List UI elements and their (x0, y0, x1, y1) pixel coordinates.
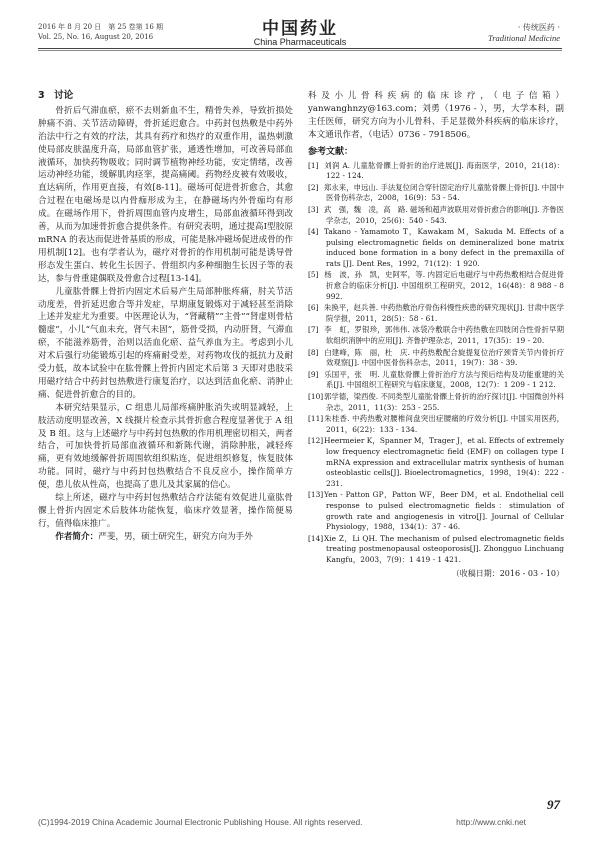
reference-number: [11] (308, 414, 324, 424)
reference-text: 白建峰，陈 丽，杜 庆. 中药热敷配合旋提复位治疗颈背关节内骨折疗效观察[J]. 中国中医骨伤科杂志，2011，19(7)：38 - 39. (324, 347, 564, 368)
discussion-paragraph: 本研究结果显示，C 组患儿局部疼痛肿胀消失或明显减轻，上肢活动度明显改善，X 线摄片检查示其骨折愈合程度显著优于 A 组及 B 组。这与上述磁疗与中药封包热敷的作用机理密切相关，两者结合，可加快骨折局部血液循环和新陈代谢，消除肿胀，减轻疼痛，更有效地缓解骨折周围软组织粘连，促进组织修复，恢复肢体功能。同时，磁疗与中药封包热敷结合不良反应小，操作简单方便，患儿依从性高，也提高了患儿及其家属的信心。 (38, 402, 293, 491)
reference-number: [1] (308, 160, 319, 170)
reference-text: 郑永来，申远山. 手法复位闭合穿针固定治疗儿童肱骨髁上骨折[J]. 中国中医骨伤科杂志，2008，16(9)：53 - 54. (324, 182, 564, 203)
discussion-paragraph: 骨折后气滞血瘀，瘀不去则新血不生，精骨失养，导致折损处肿痛不消、关节活动障碍，骨折延迟愈合。中药封包热敷是中药外治法中行之有效的疗法，其具有药疗和热疗的双重作用，温热刺激使局部皮肤温度升高，局部血管扩张，通透性增加，可改善局部血液循环，加快药物吸收；同时调节植物神经功能，安定情绪，改善运动神经功能，缓解肌肉痉挛，提高痛阈。药物经皮被有效吸收，直达病所，作用更直接，有效[8-11]。磁场可促进骨折愈合，其愈合过程在电磁场是以内骨痂形成为主，在静磁场内外骨痂均有形成。在磁场作用下，骨折周围血管内皮增生，局部血液循环得到改善，从而为加速骨折愈合提供条件。有研究表明，通过提高Ⅰ型胶原 mRNA 的表达而促进骨基质的形成，可能是脉冲磁场促进成骨的作用机制[12]。也有学者认为，磁疗对骨折的作用机制可能是诱导骨形态发生蛋白、转化生长因子、骨组织内多种细胞生长因子等的表达，参与骨重建偶联及骨愈合过程[13-14]。 (38, 105, 293, 284)
section-label (488, 22, 560, 44)
reference-text: 乐国平，张 明. 儿童肱骨髁上骨折治疗方法与预后结构及功能重建的关系[J]. 中国组织工程研究与临床康复，2008，12(7)：1 209 - 1 212. (324, 369, 564, 390)
discussion-paragraph: 综上所述，磁疗与中药封包热敷结合疗法能有效促进儿童肱骨髁上骨折内固定术后肢体功能恢复，临床疗效显著，操作简便易行，值得临床推广。 (38, 493, 293, 529)
reference-number: [13] (308, 490, 324, 500)
left-column (38, 90, 293, 544)
reference-number: [9] (308, 369, 319, 379)
references-title: 参考文献： (308, 146, 354, 157)
reference-text: 杨 波，孙 凯，史阿军，等. 内固定后电磁疗与中药热敷相结合促进骨折愈合的临床分析[J]. 中国组织工程研究，2012，16(48)：8 988 - 8 992. (324, 270, 564, 301)
reference-number: [10] (308, 392, 324, 401)
section-label-cn: · 传统医药 · (517, 23, 560, 32)
reference-item (308, 205, 564, 226)
cnki-link[interactable]: http://www.cnki.net (456, 817, 526, 827)
reference-number: [6] (308, 303, 319, 313)
reference-item (308, 325, 564, 346)
reference-text: Takano - Yamamoto T，Kawakam M，Sakuda M. Effects of a pulsing electromagnetic fields on demineralized bone matrix induced bone formation in a bony defect in the premaxilla of rats [J]. Dent Res，1992，71(12)：1 920. (324, 227, 564, 268)
header-divider-thin (38, 50, 562, 51)
section-label-en: Traditional Medicine (487, 33, 560, 43)
reference-text: 李 虹，罗银珍，郭伟伟. 冰袋冷敷联合中药热敷在四肢闭合性骨折早期软组织消肿中的应用[J]. 齐鲁护理杂志，2011，17(35)：19 - 20. (324, 325, 564, 346)
journal-logo-cn: 中国药业 (262, 19, 338, 39)
reference-number: [4] (308, 227, 319, 237)
reference-item (308, 348, 564, 369)
reference-text: Yen - Patton GP，Patton WF，Beer DM，et al. Endothelial cell response to pulsed electromagnetic fields：stimulation of growth rate and angiogenesis in vitro[J]. Journal of Cellular Physiology，1988，134(1)：37 - 46. (324, 490, 564, 532)
reference-number: [8] (308, 347, 319, 357)
copyright-notice: (C)1994-2019 China Academic Journal Electronic Publishing House. All rights reserved. (38, 817, 363, 827)
received-date: （收稿日期：2016 - 03 - 10） (451, 568, 564, 578)
issue-info-cn: 2016 年 8 月 20 日 第 25 卷第 16 期 (38, 23, 164, 31)
right-column (308, 90, 564, 580)
reference-item (308, 303, 564, 324)
reference-text: 刘润 A. 儿童肱骨髁上骨折的治疗进展[J]. 海南医学，2010，21(18)：122 - 124. (324, 160, 564, 181)
journal-logo-en: China Pharmaceuticals (253, 37, 347, 47)
reference-item (308, 227, 564, 269)
reference-text: Xie Z，Li QH. The mechanism of pulsed electromagnetic fields treating postmenopausal osteoporosis[J]. Zhongguo Linchuang Kangfu，2003，7(9)：1 419 - 1 421. (324, 533, 564, 564)
reference-number: [5] (308, 270, 319, 280)
reference-number: [2] (308, 182, 319, 192)
issue-info-en: Vol. 25, No. 16, August 20, 2016 (38, 33, 154, 41)
author-note-continued: 科及小儿骨科疾病的临床诊疗，（电子信箱）yanwanghnzy@163.com；刘勇（1976 - ），男，大学本科，副主任医师，研究方向为小儿骨科、手足显微外科疾病的临床诊疗，本文通讯作者，（电话）0736 - 7918506。 (308, 91, 564, 140)
page-number: 97 (547, 797, 560, 812)
reference-item (308, 436, 564, 489)
reference-item (308, 270, 564, 302)
author-note (38, 531, 293, 544)
reference-text: Heermeier K，Spanner M，Trager J，et al. Effects of extremely low frequency electromagnetic field (EMF) on collagen type Ⅰ mRNA expression and extracellular matrix synthesis of human osteoblastic cells[J]. Bioelectromagnetics，1998，19(4)：222 - 231. (324, 436, 564, 488)
header-divider (38, 48, 562, 49)
reference-item (308, 161, 564, 182)
reference-text: 武 强，魏 凌，高 路. 磁场和超声波联用对骨折愈合的影响[J]. 齐鲁医学杂志，2010，25(6)：540 - 543. (324, 204, 564, 225)
reference-text: 郭学德，梁西俊. 不同类型儿童肱骨髁上骨折的治疗探讨[J]. 中国微创外科杂志，2011，11(3)：253 - 255. (324, 392, 564, 412)
reference-item (308, 414, 564, 435)
reference-item (308, 490, 564, 532)
reference-number: [3] (308, 204, 319, 214)
reference-text: 朱桂香. 中药热敷对腰椎间盘突出症腰痛的疗效分析[J]. 中国实用医药，2011，6(22)：133 - 134. (324, 414, 564, 434)
reference-number: [14] (308, 533, 324, 543)
reference-number: [12] (308, 436, 324, 446)
reference-item (308, 183, 564, 204)
discussion-paragraph: 儿童肱骨髁上骨折内固定术后易产生局部肿胀疼痛，肘关节活动度差，骨折延迟愈合等并发症，早期康复锻炼对于减轻甚至消除上述并发症尤为重要。中医理论认为，“肾藏精”“主骨”“肾虚则骨枯髓虚”，小儿“气血未充，肾气未固”，筋骨受损，内动肝肾，气滞血瘀，不能滋养筋骨，治则以活血化瘀、益气养血为主。考虑到小儿对术后强行功能锻炼引起的疼痛耐受差，对药物攻伐的抵抗力及耐受力低，故本试验中在肱骨髁上骨折内固定术后第 3 天即对患肢采用磁疗结合中药封包热敷进行康复治疗，以达到活血化瘀、消肿止痛、促进骨折愈合的目的。 (38, 286, 293, 400)
reference-number: [7] (308, 325, 319, 335)
reference-text: 朱换平，赵兵善. 中药热敷治疗骨伤科慢性疾患的研究现状[J]. 甘肃中医学院学报，2011，28(5)：58 - 61. (324, 303, 564, 323)
reference-item (308, 534, 564, 566)
author-note-label: 作者简介： (55, 531, 99, 542)
author-note-text: 严斐，男，硕士研究生，研究方向为手外 (98, 531, 253, 542)
reference-list (308, 161, 564, 566)
section-title: 3 讨论 (38, 90, 74, 101)
reference-item (308, 392, 564, 413)
reference-item (308, 370, 564, 391)
